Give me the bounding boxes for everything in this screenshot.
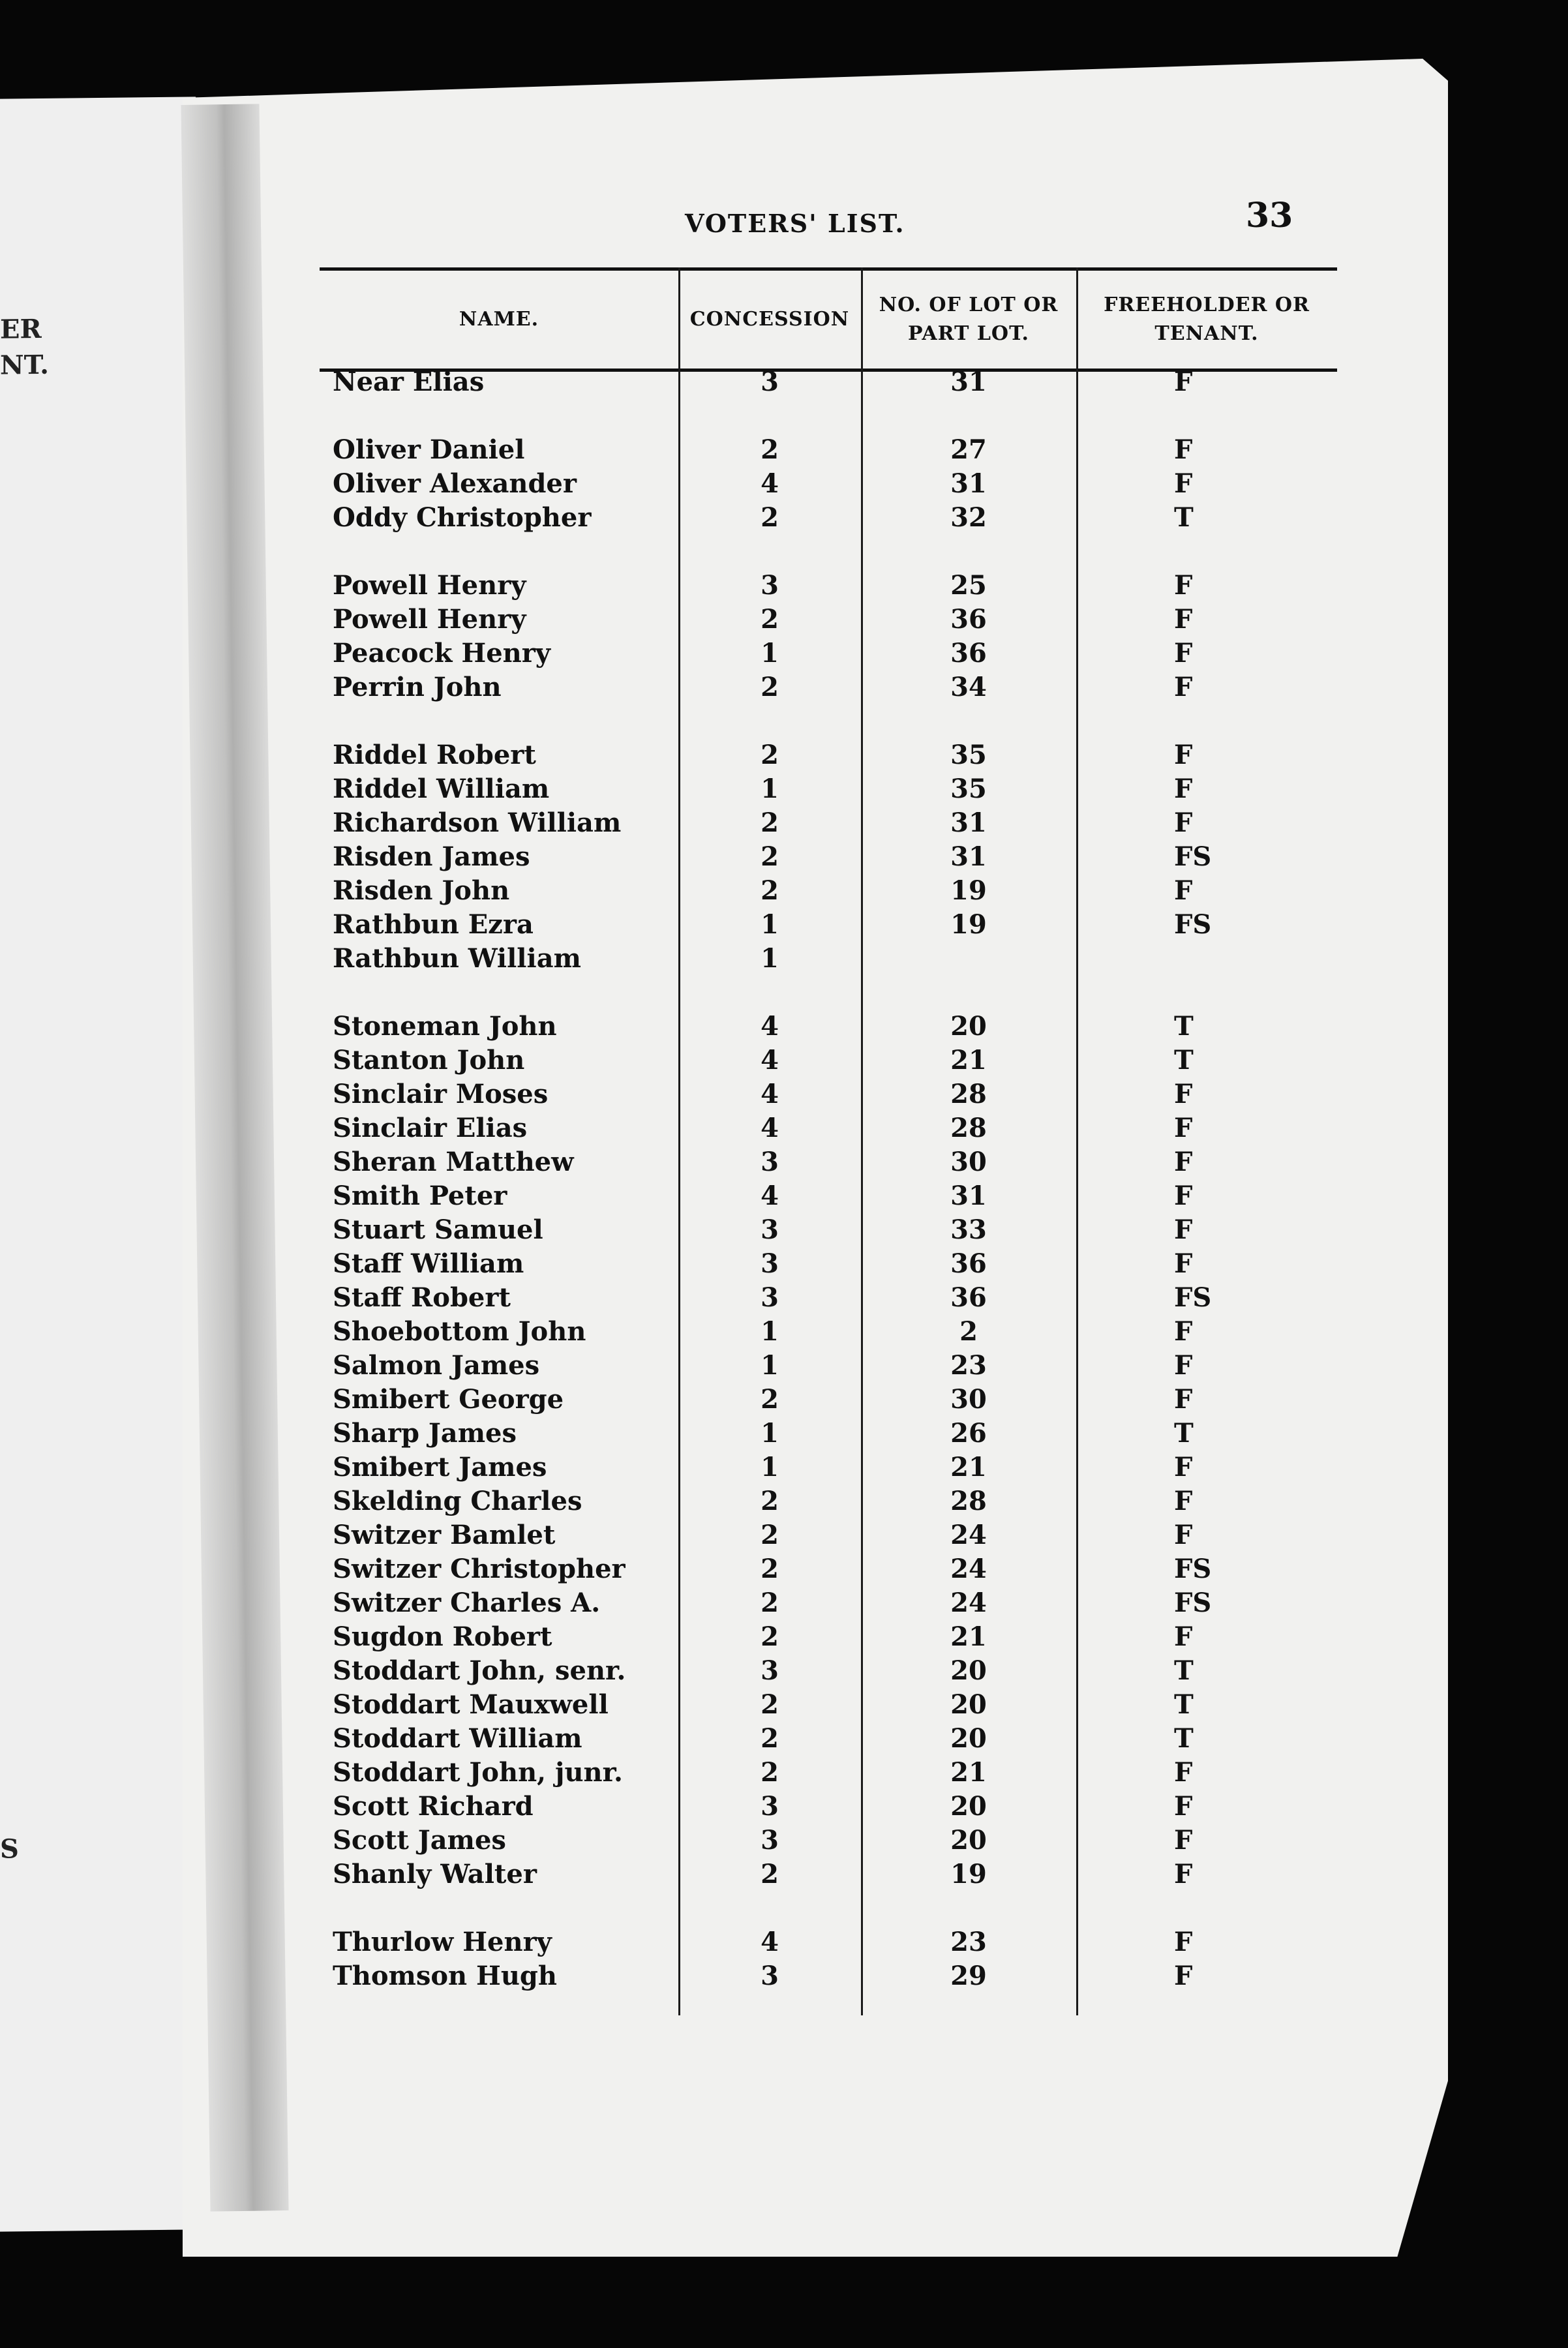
tenure-value: F bbox=[1174, 468, 1193, 499]
voter-name: Sinclair Elias bbox=[333, 1113, 528, 1143]
voter-name: Perrin John bbox=[333, 672, 502, 702]
tenure-value: F bbox=[1174, 1859, 1193, 1889]
table-header bbox=[320, 267, 1337, 372]
concession-value: 2 bbox=[761, 434, 779, 465]
voter-name: Scott James bbox=[333, 1825, 506, 1856]
concession-value: 4 bbox=[761, 1113, 779, 1143]
tenure-value: F bbox=[1174, 367, 1193, 397]
table-row bbox=[320, 806, 1337, 840]
lot-value: 31 bbox=[950, 807, 987, 838]
tenure-value: F bbox=[1174, 1927, 1193, 1957]
lot-value: 36 bbox=[950, 638, 987, 669]
voter-name: Switzer Christopher bbox=[333, 1554, 626, 1584]
tenure-value: FS bbox=[1174, 841, 1212, 872]
tenure-value: F bbox=[1174, 604, 1193, 635]
voter-name: Risden John bbox=[333, 875, 510, 906]
voter-name: Smibert George bbox=[333, 1384, 564, 1415]
tenure-value bbox=[1076, 942, 1337, 976]
lot-value: 19 bbox=[950, 1859, 987, 1889]
concession-value: 2 bbox=[761, 1588, 779, 1618]
tenure-value: F bbox=[1174, 1316, 1193, 1347]
table-row bbox=[320, 501, 1337, 535]
voter-name: Switzer Charles A. bbox=[333, 1588, 601, 1618]
lot-value: 35 bbox=[950, 740, 987, 770]
table-row bbox=[320, 1790, 1337, 1824]
column-header-concession: CONCESSION bbox=[689, 308, 850, 331]
concession-value: 2 bbox=[761, 1554, 779, 1584]
voter-name: Stanton John bbox=[333, 1045, 525, 1076]
table-row bbox=[320, 1654, 1337, 1688]
concession-value: 4 bbox=[761, 1927, 779, 1957]
lot-value: 30 bbox=[950, 1147, 987, 1177]
table-row bbox=[320, 1518, 1337, 1552]
voter-name: Sinclair Moses bbox=[333, 1079, 549, 1109]
table-row bbox=[320, 874, 1337, 908]
lot-value: 32 bbox=[950, 502, 987, 533]
concession-value: 1 bbox=[761, 1418, 779, 1449]
voter-name: Skelding Charles bbox=[333, 1486, 582, 1516]
concession-value: 4 bbox=[761, 1011, 779, 1042]
tenure-value: F bbox=[1174, 1181, 1193, 1211]
lot-value: 36 bbox=[950, 1248, 987, 1279]
facing-page-edge bbox=[0, 97, 196, 2231]
tenure-value: T bbox=[1174, 1045, 1194, 1076]
lot-value: 21 bbox=[950, 1452, 987, 1483]
concession-value: 3 bbox=[761, 1248, 779, 1279]
lot-value: 24 bbox=[950, 1588, 987, 1618]
lot-value: 31 bbox=[950, 367, 987, 397]
concession-value: 2 bbox=[761, 1859, 779, 1889]
lot-value: 20 bbox=[950, 1689, 987, 1720]
concession-value: 2 bbox=[761, 1486, 779, 1516]
concession-value: 1 bbox=[761, 943, 779, 974]
column-header-name: NAME. bbox=[459, 308, 539, 331]
voter-name: Staff Robert bbox=[333, 1282, 511, 1313]
tenure-value: FS bbox=[1174, 1282, 1212, 1313]
tenure-value: F bbox=[1174, 1791, 1193, 1822]
concession-value: 2 bbox=[761, 502, 779, 533]
concession-value: 2 bbox=[761, 672, 779, 702]
tenure-value: T bbox=[1174, 1011, 1194, 1042]
voter-name: Thurlow Henry bbox=[333, 1927, 552, 1957]
tenure-value: T bbox=[1174, 1689, 1194, 1720]
lot-value: 28 bbox=[950, 1486, 987, 1516]
voter-name: Scott Richard bbox=[333, 1791, 534, 1822]
table-row bbox=[320, 1824, 1337, 1858]
concession-value: 3 bbox=[761, 1791, 779, 1822]
concession-value: 2 bbox=[761, 1520, 779, 1550]
lot-value: 21 bbox=[950, 1757, 987, 1788]
table-row bbox=[320, 1044, 1337, 1077]
lot-value: 24 bbox=[950, 1554, 987, 1584]
concession-value: 4 bbox=[761, 1045, 779, 1076]
table-row bbox=[320, 1688, 1337, 1722]
tenure-value: FS bbox=[1174, 1554, 1212, 1584]
tenure-value: F bbox=[1174, 1350, 1193, 1381]
table-row bbox=[320, 840, 1337, 874]
tenure-value: T bbox=[1174, 1418, 1194, 1449]
voter-name: Riddel Robert bbox=[333, 740, 536, 770]
facing-page-fragment: S bbox=[0, 1833, 19, 1865]
tenure-value: F bbox=[1174, 1113, 1193, 1143]
lot-value: 26 bbox=[950, 1418, 987, 1449]
table-row bbox=[320, 1111, 1337, 1145]
tenure-value: F bbox=[1174, 1248, 1193, 1279]
voter-name: Risden James bbox=[333, 841, 530, 872]
lot-value: 34 bbox=[950, 672, 987, 702]
voter-name: Stoddart John, junr. bbox=[333, 1757, 623, 1788]
voter-name: Switzer Bamlet bbox=[333, 1520, 556, 1550]
table-row bbox=[320, 1213, 1337, 1247]
voter-name: Richardson William bbox=[333, 807, 622, 838]
concession-value: 1 bbox=[761, 1350, 779, 1381]
tenure-value: F bbox=[1174, 1520, 1193, 1550]
voter-name: Stoddart Mauxwell bbox=[333, 1689, 609, 1720]
tenure-value: F bbox=[1174, 1452, 1193, 1483]
tenure-value: T bbox=[1174, 1723, 1194, 1754]
tenure-value: F bbox=[1174, 638, 1193, 669]
voter-name: Powell Henry bbox=[333, 570, 526, 601]
voter-name: Riddel William bbox=[333, 774, 550, 804]
tenure-value: F bbox=[1174, 875, 1193, 906]
lot-value: 20 bbox=[950, 1723, 987, 1754]
page-title: VOTERS' LIST. bbox=[685, 209, 905, 238]
voter-name: Oliver Daniel bbox=[333, 434, 525, 465]
concession-value: 2 bbox=[761, 740, 779, 770]
concession-value: 4 bbox=[761, 1079, 779, 1109]
page-header bbox=[280, 196, 1324, 241]
voter-name: Shoebottom John bbox=[333, 1316, 586, 1347]
tenure-value: F bbox=[1174, 1079, 1193, 1109]
tenure-value: F bbox=[1174, 1961, 1193, 1991]
lot-value: 30 bbox=[950, 1384, 987, 1415]
table-row bbox=[320, 670, 1337, 704]
lot-value: 36 bbox=[950, 1282, 987, 1313]
concession-value: 2 bbox=[761, 1757, 779, 1788]
concession-value: 1 bbox=[761, 909, 779, 940]
concession-value: 3 bbox=[761, 1961, 779, 1991]
lot-value: 20 bbox=[950, 1791, 987, 1822]
table-row bbox=[320, 1349, 1337, 1383]
tenure-value: F bbox=[1174, 570, 1193, 601]
lot-value: 2 bbox=[959, 1316, 978, 1347]
lot-value: 20 bbox=[950, 1011, 987, 1042]
lot-value: 21 bbox=[950, 1045, 987, 1076]
table-row bbox=[320, 1315, 1337, 1349]
table-row bbox=[320, 1247, 1337, 1281]
voter-name: Stuart Samuel bbox=[333, 1214, 543, 1245]
concession-value: 4 bbox=[761, 1181, 779, 1211]
concession-value: 3 bbox=[761, 1214, 779, 1245]
lot-value: 31 bbox=[950, 468, 987, 499]
concession-value: 2 bbox=[761, 841, 779, 872]
tenure-value: F bbox=[1174, 740, 1193, 770]
tenure-value: F bbox=[1174, 774, 1193, 804]
lot-value: 19 bbox=[950, 875, 987, 906]
voter-name: Peacock Henry bbox=[333, 638, 551, 669]
concession-value: 1 bbox=[761, 774, 779, 804]
tenure-value: F bbox=[1174, 672, 1193, 702]
table-row bbox=[320, 1179, 1337, 1213]
table-row bbox=[320, 1925, 1337, 1959]
lot-value bbox=[861, 942, 1076, 976]
lot-value: 20 bbox=[950, 1825, 987, 1856]
concession-value: 3 bbox=[761, 570, 779, 601]
table-row bbox=[320, 1281, 1337, 1315]
table-row bbox=[320, 1756, 1337, 1790]
table-row bbox=[320, 772, 1337, 806]
voter-name: Smith Peter bbox=[333, 1181, 507, 1211]
lot-value: 23 bbox=[950, 1350, 987, 1381]
voter-name: Oddy Christopher bbox=[333, 502, 592, 533]
concession-value: 2 bbox=[761, 1621, 779, 1652]
tenure-value: F bbox=[1174, 1147, 1193, 1177]
tenure-value: F bbox=[1174, 1621, 1193, 1652]
table-row bbox=[320, 1484, 1337, 1518]
table-row bbox=[320, 467, 1337, 501]
voter-name: Sugdon Robert bbox=[333, 1621, 552, 1652]
concession-value: 2 bbox=[761, 604, 779, 635]
voter-name: Thomson Hugh bbox=[333, 1961, 557, 1991]
table-row bbox=[320, 433, 1337, 467]
table-row bbox=[320, 637, 1337, 670]
table-row bbox=[320, 1722, 1337, 1756]
table-row bbox=[320, 1552, 1337, 1586]
lot-value: 27 bbox=[950, 434, 987, 465]
voter-name: Stoddart John, senr. bbox=[333, 1655, 626, 1686]
concession-value: 3 bbox=[761, 1825, 779, 1856]
voter-name: Rathbun Ezra bbox=[333, 909, 534, 940]
tenure-value: F bbox=[1174, 1384, 1193, 1415]
tenure-value: F bbox=[1174, 1214, 1193, 1245]
lot-value: 35 bbox=[950, 774, 987, 804]
concession-value: 2 bbox=[761, 1723, 779, 1754]
concession-value: 1 bbox=[761, 638, 779, 669]
facing-page-fragment: NT. bbox=[0, 349, 50, 381]
concession-value: 3 bbox=[761, 367, 779, 397]
lot-value: 19 bbox=[950, 909, 987, 940]
voter-name: Oliver Alexander bbox=[333, 468, 577, 499]
lot-value: 28 bbox=[950, 1113, 987, 1143]
lot-value: 29 bbox=[950, 1961, 987, 1991]
table-row bbox=[320, 1010, 1337, 1044]
voter-name: Smibert James bbox=[333, 1452, 547, 1483]
lot-value: 36 bbox=[950, 604, 987, 635]
voter-name: Salmon James bbox=[333, 1350, 540, 1381]
tenure-value: F bbox=[1174, 434, 1193, 465]
table-row bbox=[320, 1586, 1337, 1620]
lot-value: 31 bbox=[950, 841, 987, 872]
table-row bbox=[320, 1383, 1337, 1417]
tenure-value: FS bbox=[1174, 1588, 1212, 1618]
lot-value: 21 bbox=[950, 1621, 987, 1652]
tenure-value: F bbox=[1174, 1825, 1193, 1856]
voter-name: Sharp James bbox=[333, 1418, 517, 1449]
tenure-value: F bbox=[1174, 1486, 1193, 1516]
column-header-lot: NO. OF LOT OR PART LOT. bbox=[879, 294, 1059, 345]
lot-value: 31 bbox=[950, 1181, 987, 1211]
lot-value: 20 bbox=[950, 1655, 987, 1686]
tenure-value: FS bbox=[1174, 909, 1212, 940]
table-row bbox=[320, 1858, 1337, 1891]
voter-name: Sheran Matthew bbox=[333, 1147, 574, 1177]
column-header-tenure: FREEHOLDER OR TENANT. bbox=[1104, 294, 1310, 345]
table-row bbox=[320, 569, 1337, 603]
table-row bbox=[320, 603, 1337, 637]
table-row bbox=[320, 908, 1337, 942]
concession-value: 2 bbox=[761, 1689, 779, 1720]
lot-value: 25 bbox=[950, 570, 987, 601]
lot-value: 24 bbox=[950, 1520, 987, 1550]
table-row bbox=[320, 1620, 1337, 1654]
concession-value: 3 bbox=[761, 1147, 779, 1177]
table-row bbox=[320, 942, 1337, 976]
concession-value: 3 bbox=[761, 1282, 779, 1313]
lot-value: 33 bbox=[950, 1214, 987, 1245]
concession-value: 2 bbox=[761, 807, 779, 838]
voter-name: Shanly Walter bbox=[333, 1859, 537, 1889]
table-row bbox=[320, 1451, 1337, 1484]
voter-name: Stoddart William bbox=[333, 1723, 582, 1754]
voter-name: Rathbun William bbox=[333, 943, 581, 974]
facing-page-fragment: ER bbox=[0, 313, 42, 345]
tenure-value: F bbox=[1174, 1757, 1193, 1788]
lot-value: 28 bbox=[950, 1079, 987, 1109]
concession-value: 4 bbox=[761, 468, 779, 499]
table-row bbox=[320, 365, 1337, 399]
concession-value: 1 bbox=[761, 1316, 779, 1347]
tenure-value: T bbox=[1174, 1655, 1194, 1686]
voter-name: Stoneman John bbox=[333, 1011, 557, 1042]
page-content bbox=[280, 170, 1350, 2126]
concession-value: 2 bbox=[761, 875, 779, 906]
concession-value: 1 bbox=[761, 1452, 779, 1483]
table-row bbox=[320, 1417, 1337, 1451]
voter-name: Powell Henry bbox=[333, 604, 526, 635]
table-row bbox=[320, 738, 1337, 772]
table-row bbox=[320, 1077, 1337, 1111]
table-row bbox=[320, 1959, 1337, 1993]
lot-value: 23 bbox=[950, 1927, 987, 1957]
concession-value: 3 bbox=[761, 1655, 779, 1686]
tenure-value: T bbox=[1174, 502, 1194, 533]
page-number: 33 bbox=[1246, 196, 1293, 235]
voter-name: Near Elias bbox=[333, 367, 485, 397]
tenure-value: F bbox=[1174, 807, 1193, 838]
voter-name: Staff William bbox=[333, 1248, 524, 1279]
table-row bbox=[320, 1145, 1337, 1179]
concession-value: 2 bbox=[761, 1384, 779, 1415]
